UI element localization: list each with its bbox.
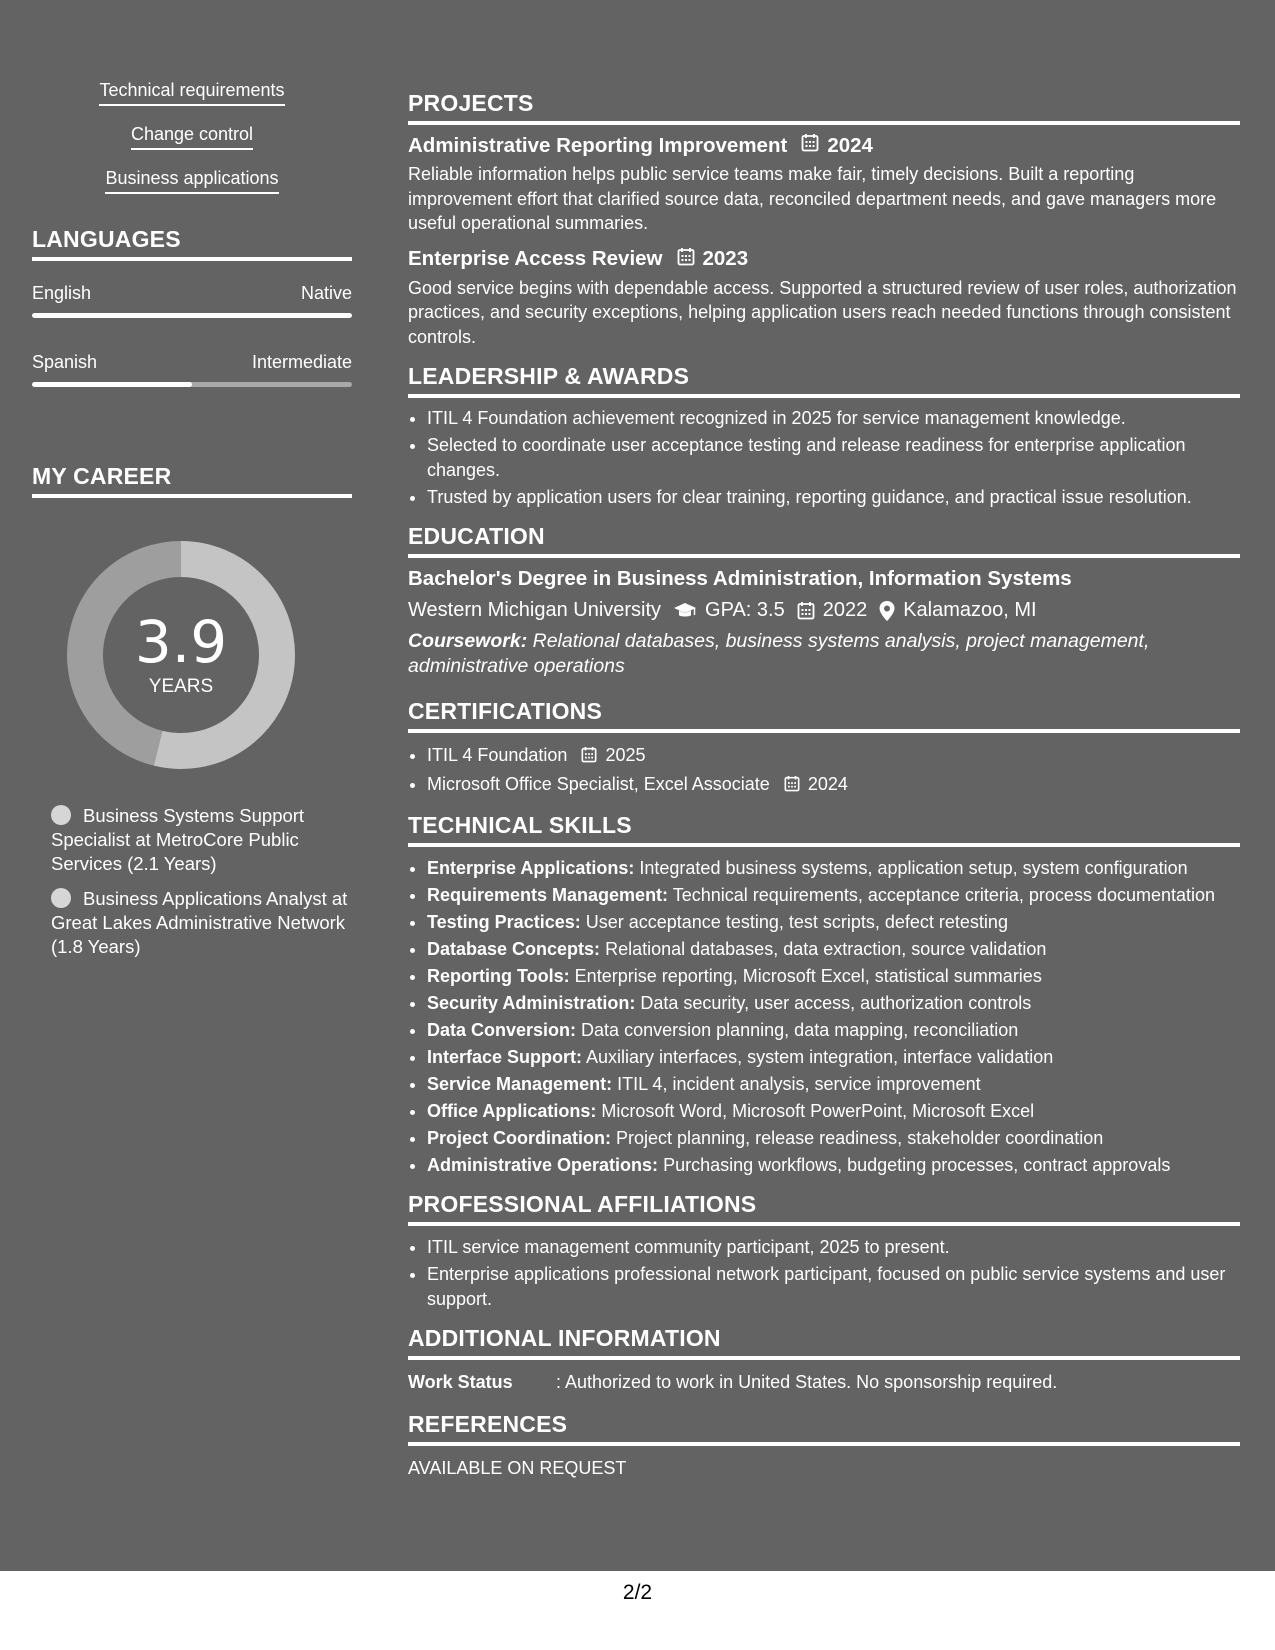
project-entry: [408, 247, 1240, 350]
calendar-icon: [797, 601, 815, 620]
leadership-heading: LEADERSHIP & AWARDS: [408, 363, 1240, 398]
legend-dot: [51, 888, 71, 908]
cert-name: Microsoft Office Specialist, Excel Associate: [427, 774, 770, 794]
skill-value: Auxiliary interfaces, system integration, interface validation: [586, 1046, 1054, 1067]
skill-value: Data conversion planning, data mapping, reconciliation: [581, 1019, 1019, 1040]
work-status-label: Work Status: [408, 1372, 513, 1392]
keyword-label: Technical requirements: [99, 80, 284, 106]
career-item-text: Business Systems Support Specialist at MetroCore Public Services (2.1 Years): [51, 805, 305, 874]
skill-value: Integrated business systems, application setup, system configuration: [639, 857, 1188, 878]
keyword-list: [32, 80, 352, 194]
career-heading: MY CAREER: [32, 463, 352, 498]
career-item: [32, 887, 352, 959]
skill-label: Requirements Management:: [427, 884, 669, 905]
skill-label: Enterprise Applications:: [427, 857, 635, 878]
skill-label: Project Coordination:: [427, 1127, 611, 1148]
work-status-value: : Authorized to work in United States. No sponsorship required.: [556, 1372, 1058, 1392]
skill-value: Technical requirements, acceptance criteria, process documentation: [672, 884, 1216, 905]
project-year: 2023: [702, 247, 749, 270]
keyword-item: [32, 168, 352, 194]
language-level: Native: [300, 283, 352, 303]
leadership-list: [408, 406, 1240, 509]
additional-info-heading: ADDITIONAL INFORMATION: [408, 1325, 1240, 1360]
career-years-unit: YEARS: [148, 676, 214, 697]
skill-label: Office Applications:: [427, 1100, 597, 1121]
career-total-years: 3.9: [134, 608, 228, 676]
skill-label: Service Management:: [427, 1073, 613, 1094]
page-number: 2/2: [622, 1581, 653, 1604]
references-heading: REFERENCES: [408, 1411, 1240, 1446]
skill-value: Microsoft Word, Microsoft PowerPoint, Microsoft Excel: [601, 1100, 1035, 1121]
skill-item: [427, 1126, 1240, 1151]
list-item: • Selected to coordinate user acceptance testing and release readiness for enterprise application changes.: [427, 433, 1240, 482]
skill-value: Enterprise reporting, Microsoft Excel, statistical summaries: [574, 965, 1042, 986]
calendar-icon: [581, 745, 597, 770]
skill-item: [427, 1045, 1240, 1070]
skill-item: [427, 1153, 1240, 1178]
school-location: Kalamazoo, MI: [903, 599, 1037, 621]
list-item: • Enterprise applications professional network participant, focused on public service systems and user support.: [427, 1262, 1240, 1311]
skill-value: User acceptance testing, test scripts, defect retesting: [585, 911, 1008, 932]
skill-label: Interface Support:: [427, 1046, 583, 1067]
skill-label: Security Administration:: [427, 992, 636, 1013]
language-entry: [32, 283, 352, 318]
skill-label: Reporting Tools:: [427, 965, 570, 986]
skill-item: [427, 1099, 1240, 1124]
calendar-icon: [784, 774, 800, 799]
skill-item: [427, 964, 1240, 989]
affiliations-heading: PROFESSIONAL AFFILIATIONS: [408, 1191, 1240, 1226]
project-entry: [408, 133, 1240, 236]
career-item: [32, 804, 352, 876]
keyword-item: [32, 124, 352, 150]
language-level: Intermediate: [251, 352, 352, 372]
list-item: • ITIL 4 Foundation achievement recognized in 2025 for service management knowledge.: [427, 406, 1240, 431]
calendar-icon: [677, 247, 695, 272]
skill-label: Database Concepts:: [427, 938, 601, 959]
project-name: Administrative Reporting Improvement: [408, 133, 788, 157]
skill-value: Purchasing workflows, budgeting processes, contract approvals: [663, 1154, 1171, 1175]
languages-heading: LANGUAGES: [32, 226, 352, 261]
cert-name: ITIL 4 Foundation: [427, 745, 568, 765]
coursework-text: Relational databases, business systems analysis, project management, administrative operations: [408, 630, 1150, 677]
language-proficiency-fill: [32, 382, 192, 387]
main-content: [408, 90, 1240, 1479]
keyword-label: Business applications: [105, 168, 278, 194]
language-name: English: [32, 283, 92, 303]
skill-label: Data Conversion:: [427, 1019, 577, 1040]
skill-item: [427, 1018, 1240, 1043]
skill-label: Administrative Operations:: [427, 1154, 659, 1175]
career-donut-chart: [66, 540, 296, 770]
skills-heading: TECHNICAL SKILLS: [408, 812, 1240, 847]
affiliations-list: [408, 1235, 1240, 1311]
skill-item: [427, 856, 1240, 881]
cert-year: 2024: [807, 774, 848, 794]
list-item: [427, 772, 1240, 799]
project-year: 2024: [827, 133, 873, 157]
language-name: Spanish: [32, 352, 98, 372]
skill-value: Project planning, release readiness, stakeholder coordination: [616, 1127, 1104, 1148]
cert-year: 2025: [605, 745, 646, 765]
sidebar: [32, 80, 352, 959]
references-text: AVAILABLE ON REQUEST: [408, 1458, 627, 1478]
skill-item: [427, 991, 1240, 1016]
skill-value: ITIL 4, incident analysis, service improvement: [617, 1073, 981, 1094]
gpa: GPA: 3.5: [705, 599, 785, 621]
degree-title: Bachelor's Degree in Business Administration, Information Systems: [408, 567, 1072, 590]
project-description: Reliable information helps public service teams make fair, timely decisions. Built a reporting improvement effort that clarified source data, reconciled department needs, and gave managers more useful operational summaries.: [408, 164, 1217, 233]
skill-item: [427, 883, 1240, 908]
certifications-heading: CERTIFICATIONS: [408, 698, 1240, 733]
language-proficiency-fill: [32, 313, 352, 318]
skill-item: [427, 937, 1240, 962]
projects-heading: PROJECTS: [408, 90, 1240, 125]
skills-list: [408, 856, 1240, 1178]
education-meta: [408, 599, 1240, 622]
skill-label: Testing Practices:: [427, 911, 581, 932]
coursework-label: Coursework:: [408, 630, 528, 652]
legend-dot: [51, 805, 71, 825]
coursework: [408, 629, 1240, 678]
keyword-label: Change control: [131, 124, 253, 150]
language-proficiency-bar: [32, 313, 352, 318]
list-item: • ITIL service management community participant, 2025 to present.: [427, 1235, 1240, 1260]
list-item: • Trusted by application users for clear training, reporting guidance, and practical issue resolution.: [427, 485, 1240, 510]
graduation-cap-icon: [673, 602, 697, 620]
calendar-icon: [801, 133, 819, 158]
language-proficiency-bar: [32, 382, 352, 387]
map-pin-icon: [879, 601, 895, 621]
education-heading: EDUCATION: [408, 523, 1240, 558]
skill-value: Data security, user access, authorization controls: [640, 992, 1032, 1013]
education-entry: [408, 567, 1240, 678]
skill-item: [427, 1072, 1240, 1097]
work-status-row: [408, 1372, 1240, 1393]
graduation-year: 2022: [822, 599, 868, 621]
skill-value: Relational databases, data extraction, source validation: [605, 938, 1047, 959]
project-name: Enterprise Access Review: [408, 247, 663, 270]
keyword-item: [32, 80, 352, 106]
certifications-list: [408, 743, 1240, 799]
language-entry: [32, 352, 352, 387]
career-item-text: Business Applications Analyst at Great Lakes Administrative Network (1.8 Years): [51, 888, 348, 957]
project-description: Good service begins with dependable access. Supported a structured review of user roles, authorization practices, and security exceptions, helping application users reach needed functions through consistent controls.: [408, 277, 1237, 347]
skill-item: [427, 910, 1240, 935]
school-name: Western Michigan University: [408, 599, 662, 621]
list-item: [427, 743, 1240, 770]
